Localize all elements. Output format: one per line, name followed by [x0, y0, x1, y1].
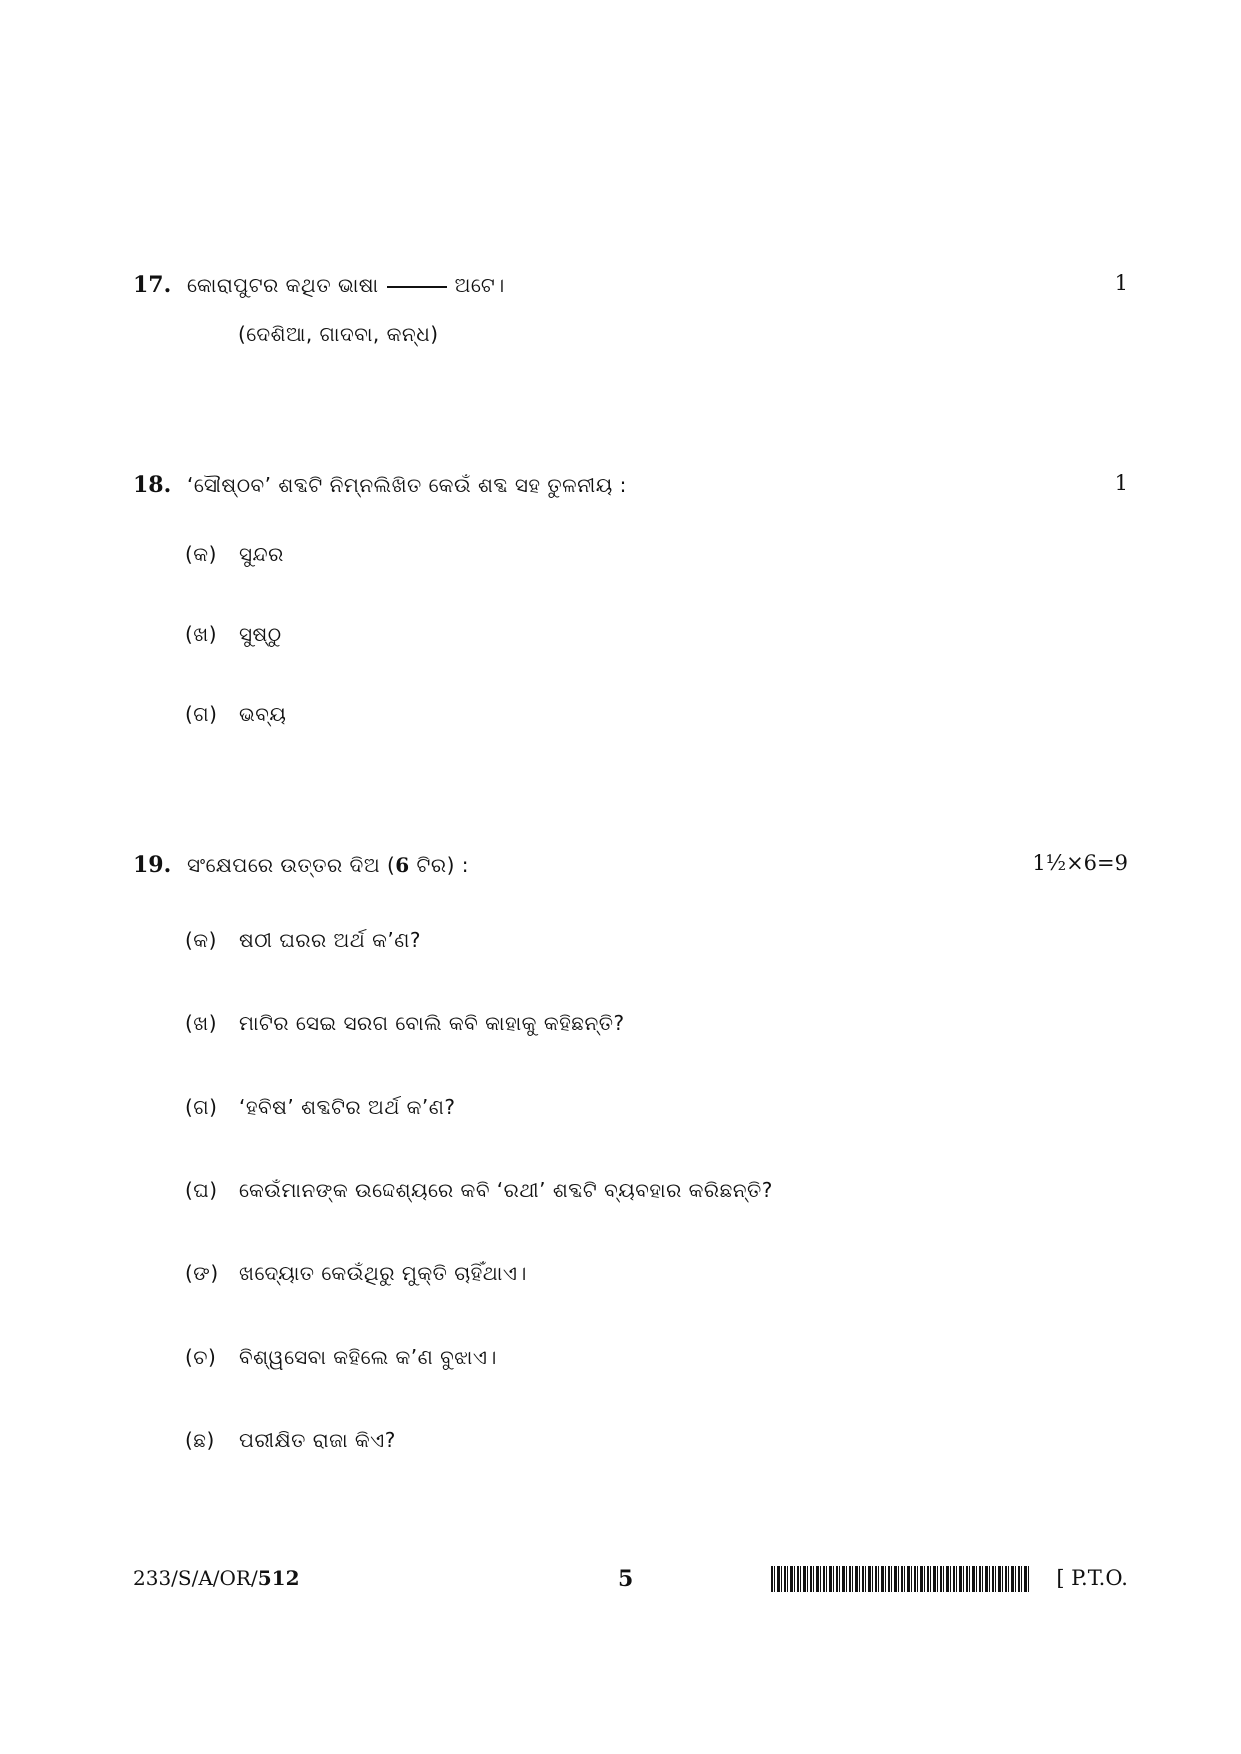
option-chha: [185, 1428, 396, 1452]
option-ga: [185, 702, 286, 726]
question-text: ‘ସୌଷ୍ଠବ’ ଶବ୍ଦଟି ନିମ୍ନଲିଖିତ କେଉଁ ଶବ୍ଦ ସହ ତୁଳନୀୟ :: [187, 473, 627, 497]
option-label: (ଛ): [185, 1428, 215, 1452]
option-label: (କ): [185, 928, 217, 952]
question-17: [133, 265, 1128, 346]
option-text: କେଉଁମାନଙ୍କ ଉଦ୍ଦେଶ୍ୟରେ କବି ‘ରଥୀ’ ଶବ୍ଦଟି ବ୍ୟବହାର କରିଛନ୍ତି?: [239, 1178, 773, 1202]
option-kha: [185, 622, 282, 646]
option-text: ମାଟିର ସେଇ ସରଗ ବୋଲି କବି କାହାକୁ କହିଛନ୍ତି?: [239, 1011, 625, 1035]
option-nga: [185, 1261, 527, 1285]
option-text: ବିଶ୍ୱସେବା କହିଲେ କ’ଣ ବୁଝାଏ।: [239, 1345, 497, 1369]
question-text: [187, 273, 505, 297]
question-19-line: [133, 845, 1128, 885]
option-cha: [185, 1345, 497, 1369]
option-text: ଭବ୍ୟ: [239, 702, 287, 726]
question-text: [187, 853, 469, 877]
question-number: 19.: [133, 852, 172, 878]
fill-in-blank: [387, 286, 447, 288]
question-19-count: 6: [395, 853, 410, 877]
option-text: ସୁଷ୍ଠୁ: [239, 622, 282, 646]
option-label: (ଚ): [185, 1345, 217, 1369]
option-label: (ଖ): [185, 622, 218, 646]
question-19: [133, 845, 1128, 1452]
paper-code-number: 512: [257, 1566, 300, 1590]
question-18-line: [133, 465, 1128, 505]
paper-code-prefix: 233/S/A/OR/: [133, 1566, 258, 1590]
question-18: [133, 465, 1128, 726]
question-number: 18.: [133, 472, 172, 498]
question-19-text-after: ଟିର) :: [409, 853, 469, 877]
question-19-text-before: ସଂକ୍ଷେପରେ ଉତ୍ତର ଦିଅ (: [187, 853, 396, 877]
barcode: [771, 1566, 1031, 1592]
option-text: ସୁନ୍ଦର: [239, 542, 284, 566]
question-17-text-after: ଅଟେ।: [454, 273, 505, 297]
option-ka: [185, 928, 421, 952]
question-marks: 1: [1114, 471, 1128, 495]
question-17-text-before: କୋରାପୁଟର କଥିତ ଭାଷା: [187, 273, 379, 297]
option-label: (ଖ): [185, 1011, 218, 1035]
option-gha: [185, 1178, 773, 1202]
question-number: 17.: [133, 272, 172, 298]
option-ga: [185, 1095, 456, 1119]
question-17-choices-hint: (ଦେଶିଆ, ଗାଦବା, କନ୍ଧ): [238, 322, 439, 346]
please-turn-over: [ P.T.O.: [1056, 1566, 1128, 1590]
option-kha: [185, 1011, 625, 1035]
page-number: 5: [618, 1566, 634, 1592]
paper-code: [133, 1566, 299, 1590]
option-text: ପରୀକ୍ଷିତ ରାଜା କିଏ?: [239, 1428, 396, 1452]
option-label: (କ): [185, 542, 217, 566]
option-text: ଷଠୀ ଘରର ଅର୍ଥ କ’ଣ?: [239, 928, 421, 952]
option-text: ‘ହବିଷ’ ଶବ୍ଦଟିର ଅର୍ଥ କ’ଣ?: [239, 1095, 456, 1119]
question-marks: 1: [1114, 271, 1128, 295]
option-ka: [185, 542, 284, 566]
option-label: (ଘ): [185, 1178, 218, 1202]
option-label: (ଗ): [185, 702, 218, 726]
question-17-line: [133, 265, 1128, 305]
option-text: ଖଦ୍ୟୋତ କେଉଁଥିରୁ ମୁକ୍ତି ଚାହିଁଥାଏ।: [239, 1261, 527, 1285]
question-marks: 1½×6=9: [1032, 851, 1128, 875]
option-label: (ଙ): [185, 1261, 219, 1285]
option-label: (ଗ): [185, 1095, 218, 1119]
page-footer: [133, 1558, 1128, 1598]
